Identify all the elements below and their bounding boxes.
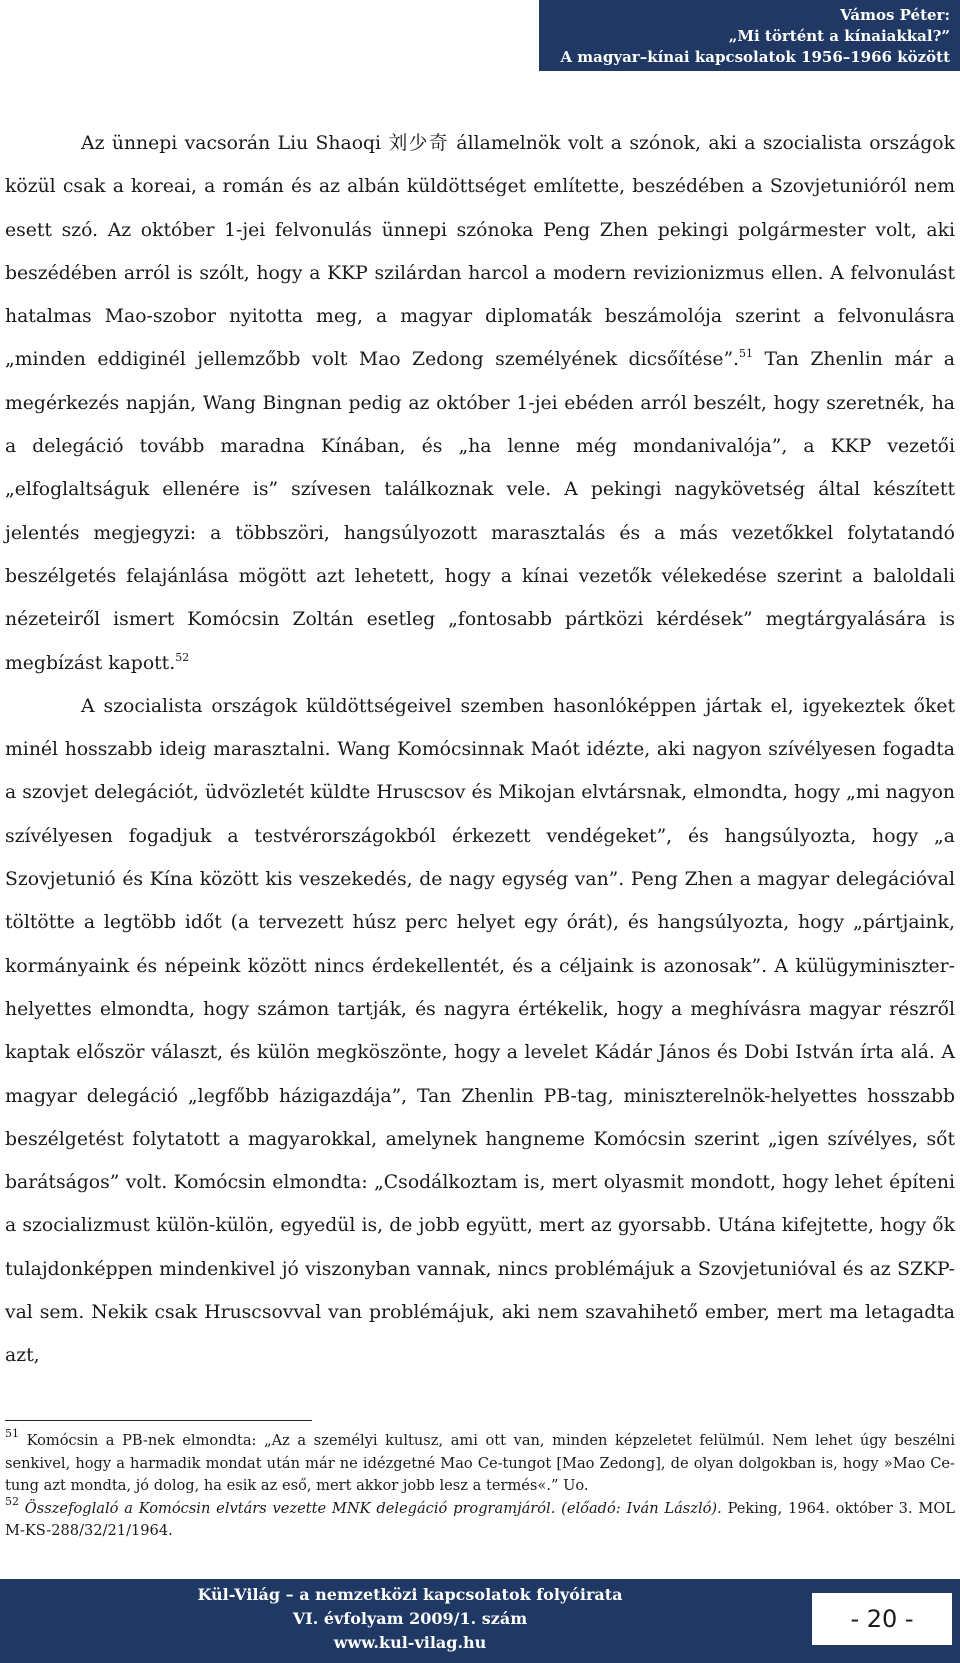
article-body — [5, 122, 955, 1378]
footnotes — [5, 1427, 956, 1543]
footer-journal-info — [0, 1583, 820, 1655]
running-header — [539, 0, 960, 71]
paragraph-1-text-a: Az ünnepi vacsorán Liu Shaoqi 刘少奇 államelnök volt a szónok, aki a szocialista országok közül csak a koreai, a román és az albán küldöttséget említette, beszédében a Szovjetunióról nem esett szó. Az október 1-jei felvonulás ünnepi szónoka Peng Zhen pekingi polgármester volt, aki beszédében arról is szólt, hogy a KKP szilárdan harcol a modern revizionizmus ellen. A felvonulást hatalmas Mao-szobor nyitotta meg, a magyar diplomaták beszámolója szerint a felvonulásra „minden eddiginél jellemzőbb volt Mao Zedong személyének dicsőítése”. — [5, 133, 955, 371]
footnote-52-text: Peking, 1964. október 3. MOL M-KS-288/32/21/1964. — [5, 1499, 956, 1539]
header-title: „Mi történt a kínaiakkal?” — [728, 27, 950, 45]
paragraph-2: A szocialista országok küldöttségeivel szemben hasonlóképpen jártak el, igyekeztek őket minél hosszabb ideig marasztalni. Wang Komócsinnak Maót idézte, aki nagyon szívélyesen fogadta a szovjet delegációt, üdvözletét küldte Hruscsov és Mikojan elvtársnak, elmondta, hogy „mi nagyon szívélyesen fogadjuk a testvérországokból érkezett vendégeket”, és hangsúlyozta, hogy „a Szovjetunió és Kína között kis veszekedés, de nagy egység van”. Peng Zhen a magyar delegációval töltötte a legtöbb időt (a tervezett húsz perc helyet egy órát), és hangsúlyozta, hogy „pártjaink, kormányaink és népeink között nincs érdekellentét, és a céljaink is azonosak”. A külügyminiszter-helyettes elmondta, hogy számon tartják, és nagyra értékelik, hogy a meghívásra magyar részről kaptak először választ, és külön megköszönte, hogy a levelet Kádár János és Dobi István írta alá. A magyar delegáció „legfőbb házigazdája”, Tan Zhenlin PB-tag, miniszterelnök-helyettes hosszabb beszélgetést folytatott a magyarokkal, amelynek hangneme Komócsin szerint „igen szívélyes, sőt barátságos” volt. Komócsin elmondta: „Csodálkoztam is, mert olyasmit mondott, hogy lehet építeni a szocializmust külön-külön, egyedül is, de jobb együtt, mert az gyorsabb. Utána kifejtette, hogy ők tulajdonképpen mindenkivel jó viszonyban vannak, nincs problémájuk a Szovjetunióval és az SZKP-val sem. Nekik csak Hruscsovval van problémájuk, aki nem szavahihető ember, mert ma letagadta azt, — [5, 695, 955, 1367]
page-number: - 20 - — [850, 1605, 914, 1633]
footnote-number-52: 52 — [5, 1494, 19, 1508]
footnote-divider — [5, 1420, 312, 1421]
paragraph-1-text-b: Tan Zhenlin már a megérkezés napján, Wang Bingnan pedig az október 1-jei ebéden arról beszélt, hogy szeretnék, ha a delegáció tovább maradna Kínában, és „ha lenne még mondanivalója”, a KKP vezetői „elfoglaltságuk ellenére is” szívesen találkoznak vele. A pekingi nagykövetség által készített jelentés megjegyzi: a többszöri, hangsúlyozott marasztalás és a más vezetőkkel folytatandó beszélgetés felajánlása mögött azt lehetett, hogy a kínai vezetők vélekedése szerint a baloldali nézeteiről ismert Komócsin Zoltán esetleg „fontosabb pártközi kérdések” megtárgyalására is megbízást kapott. — [5, 349, 955, 674]
footnote-51-text: Komócsin a PB-nek elmondta: „Az a személyi kultusz, ami ott van, minden képzeletet felülmúl. Nem lehet úgy beszélni senkivel, hogy a harmadik mondat után már ne idézgetné Mao Ce-tungot [Mao Zedong], de olyan dolgokban is, hogy »Mao Ce-tung azt mondta, jó dolog, ha esik az eső, mert akkor jobb lesz a termés«.” Uo. — [5, 1432, 955, 1494]
footer-issue: VI. évfolyam 2009/1. szám — [292, 1609, 528, 1628]
footnote-51 — [5, 1427, 955, 1498]
page-footer — [0, 1579, 960, 1663]
footnote-number-51: 51 — [5, 1427, 19, 1440]
footnote-ref-52[interactable]: 52 — [175, 650, 190, 664]
paragraph-1 — [5, 122, 955, 685]
header-author: Vámos Péter: — [840, 6, 950, 24]
header-subtitle: A magyar–kínai kapcsolatok 1956–1966 között — [560, 48, 950, 66]
footer-website[interactable]: www.kul-vilag.hu — [333, 1633, 487, 1652]
page-number-box — [812, 1593, 952, 1645]
footnote-52-title: Összefoglaló a Komócsin elvtárs vezette MNK delegáció programjáról. (előadó: Iván László). — [19, 1499, 722, 1517]
footer-journal-name: Kül-Világ – a nemzetközi kapcsolatok folyóirata — [197, 1585, 623, 1604]
footnote-ref-51[interactable]: 51 — [739, 347, 754, 361]
footnote-52 — [5, 1494, 956, 1543]
